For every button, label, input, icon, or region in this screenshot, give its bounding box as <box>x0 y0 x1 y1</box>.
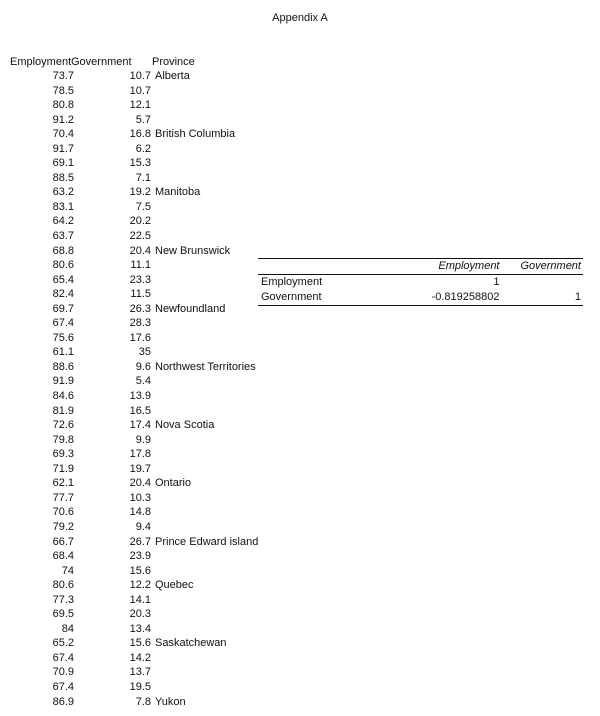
cell-province <box>151 171 155 186</box>
cell-government: 15.6 <box>129 637 151 650</box>
cell-province <box>151 491 155 506</box>
cell-province <box>151 505 155 520</box>
table-row <box>10 345 258 360</box>
table-row <box>10 171 258 186</box>
cell-province: Manitoba <box>155 186 201 199</box>
header-government: Government <box>71 56 132 68</box>
cell-province <box>151 229 155 244</box>
correlation-header-blank <box>258 259 380 274</box>
table-row <box>10 607 258 622</box>
cell-government: 23.9 <box>129 550 151 563</box>
cell-government: 17.6 <box>129 331 151 344</box>
cell-employment: 80.6 <box>52 259 74 272</box>
cell-province <box>151 156 155 171</box>
cell-government: 20.2 <box>129 215 151 228</box>
cell-province <box>151 331 155 346</box>
cell-province <box>151 404 155 419</box>
cell-employment: 69.3 <box>52 448 74 461</box>
cell-province <box>151 622 155 637</box>
cell-government: 13.7 <box>129 666 151 679</box>
cell-province <box>151 214 155 229</box>
table-row <box>10 665 258 680</box>
cell-province <box>151 651 155 666</box>
cell-province: Prince Edward island <box>155 535 259 548</box>
cell-employment: 70.4 <box>52 128 74 141</box>
cell-province: Ontario <box>155 477 192 490</box>
table-row <box>10 69 258 84</box>
cell-province: New Brunswick <box>155 244 231 257</box>
cell-employment: 77.7 <box>52 491 74 504</box>
correlation-value: 1 <box>493 276 500 288</box>
table-row <box>10 127 258 142</box>
cell-province: Quebec <box>155 579 194 592</box>
cell-employment: 66.7 <box>52 535 74 548</box>
cell-employment: 80.6 <box>52 579 74 592</box>
cell-employment: 69.5 <box>52 608 74 621</box>
cell-employment: 63.2 <box>52 186 74 199</box>
cell-government: 20.3 <box>129 608 151 621</box>
table-row <box>10 433 258 448</box>
cell-employment: 74 <box>61 564 74 577</box>
cell-province <box>151 345 155 360</box>
cell-government: 5.4 <box>135 375 151 388</box>
cell-province <box>151 258 155 273</box>
cell-employment: 68.4 <box>52 550 74 563</box>
cell-province: Alberta <box>155 70 190 82</box>
table-row <box>10 302 258 317</box>
correlation-row-label: Government <box>261 291 322 303</box>
table-row <box>10 447 258 462</box>
cell-employment: 70.9 <box>52 666 74 679</box>
correlation-header-employment: Employment <box>438 260 500 272</box>
table-row <box>10 156 258 171</box>
cell-employment: 78.5 <box>52 84 74 97</box>
cell-province <box>151 287 155 302</box>
cell-government: 14.1 <box>129 593 151 606</box>
cell-employment: 70.6 <box>52 506 74 519</box>
cell-government: 17.8 <box>129 448 151 461</box>
cell-government: 35 <box>138 346 151 359</box>
cell-government: 10.3 <box>129 491 151 504</box>
cell-province: British Columbia <box>155 128 236 141</box>
cell-employment: 72.6 <box>52 419 74 432</box>
cell-employment: 82.4 <box>52 288 74 301</box>
table-row <box>10 505 258 520</box>
cell-employment: 68.8 <box>52 244 74 257</box>
table-row <box>10 273 258 288</box>
cell-employment: 65.4 <box>52 273 74 286</box>
cell-government: 26.7 <box>129 535 151 548</box>
cell-province <box>151 462 155 477</box>
table-row <box>10 520 258 535</box>
header-province: Province <box>152 56 195 68</box>
cell-government: 12.2 <box>129 579 151 592</box>
cell-government: 7.8 <box>135 695 151 708</box>
cell-government: 22.5 <box>129 230 151 243</box>
cell-government: 14.8 <box>129 506 151 519</box>
table-row <box>10 331 258 346</box>
correlation-table <box>258 258 583 306</box>
cell-government: 10.7 <box>129 84 151 97</box>
cell-province: Newfoundland <box>155 302 226 315</box>
cell-employment: 80.8 <box>52 99 74 112</box>
table-row <box>10 695 258 710</box>
cell-government: 13.9 <box>129 390 151 403</box>
cell-employment: 64.2 <box>52 215 74 228</box>
cell-province: Northwest Territories <box>155 360 256 373</box>
cell-government: 10.7 <box>129 70 151 82</box>
cell-government: 7.5 <box>135 200 151 213</box>
cell-province <box>151 520 155 535</box>
cell-employment: 83.1 <box>52 200 74 213</box>
cell-employment: 84.6 <box>52 390 74 403</box>
cell-province <box>151 316 155 331</box>
table-row <box>10 389 258 404</box>
cell-employment: 73.7 <box>52 70 74 82</box>
header-employment: Employment <box>10 56 72 68</box>
table-row <box>10 476 258 491</box>
table-row <box>10 360 258 375</box>
cell-province <box>151 447 155 462</box>
cell-province <box>151 433 155 448</box>
cell-province <box>151 549 155 564</box>
cell-government: 19.2 <box>129 186 151 199</box>
cell-employment: 61.1 <box>52 346 74 359</box>
table-row <box>10 258 258 273</box>
table-row <box>10 404 258 419</box>
table-row <box>10 185 258 200</box>
data-table <box>10 55 258 709</box>
cell-province <box>151 607 155 622</box>
table-row <box>10 549 258 564</box>
cell-province <box>151 98 155 113</box>
cell-province <box>151 680 155 695</box>
correlation-header-government: Government <box>520 260 581 272</box>
cell-employment: 62.1 <box>52 477 74 490</box>
table-row <box>10 113 258 128</box>
cell-employment: 67.4 <box>52 317 74 330</box>
cell-employment: 81.9 <box>52 404 74 417</box>
cell-employment: 63.7 <box>52 230 74 243</box>
cell-government: 5.7 <box>135 113 151 126</box>
cell-government: 20.4 <box>129 477 151 490</box>
cell-employment: 79.8 <box>52 433 74 446</box>
table-row <box>10 244 258 259</box>
correlation-row-label: Employment <box>261 276 323 288</box>
table-row <box>10 564 258 579</box>
cell-government: 20.4 <box>129 244 151 257</box>
table-row <box>10 214 258 229</box>
cell-employment: 65.2 <box>52 637 74 650</box>
cell-province <box>151 113 155 128</box>
table-row <box>10 578 258 593</box>
table-row <box>10 142 258 157</box>
cell-province <box>151 389 155 404</box>
cell-government: 16.8 <box>129 128 151 141</box>
cell-province <box>151 374 155 389</box>
cell-employment: 79.2 <box>52 520 74 533</box>
cell-government: 11.5 <box>130 288 151 301</box>
cell-employment: 88.5 <box>52 171 74 184</box>
table-row <box>10 535 258 550</box>
cell-government: 16.5 <box>129 404 151 417</box>
cell-employment: 71.9 <box>52 462 74 475</box>
cell-employment: 77.3 <box>52 593 74 606</box>
cell-government: 26.3 <box>129 302 151 315</box>
cell-government: 15.3 <box>129 157 151 170</box>
correlation-value: 1 <box>574 291 581 303</box>
cell-employment: 75.6 <box>52 331 74 344</box>
cell-employment: 88.6 <box>52 360 74 373</box>
table-row <box>10 316 258 331</box>
table-row <box>10 200 258 215</box>
cell-employment: 91.9 <box>52 375 74 388</box>
cell-employment: 86.9 <box>52 695 74 708</box>
cell-province: Nova Scotia <box>155 419 215 432</box>
cell-province: Saskatchewan <box>155 637 227 650</box>
data-table-header <box>10 55 258 69</box>
table-row <box>10 418 258 433</box>
cell-government: 7.1 <box>135 171 151 184</box>
cell-employment: 67.4 <box>52 651 74 664</box>
cell-government: 19.5 <box>129 680 151 693</box>
page-title: Appendix A <box>272 12 328 24</box>
cell-province: Yukon <box>155 695 186 708</box>
correlation-value: -0.819258802 <box>431 291 500 303</box>
cell-employment: 69.7 <box>52 302 74 315</box>
table-row <box>10 636 258 651</box>
table-row <box>10 622 258 637</box>
table-row <box>10 491 258 506</box>
cell-government: 17.4 <box>129 419 151 432</box>
cell-government: 28.3 <box>129 317 151 330</box>
cell-province <box>151 84 155 99</box>
table-row <box>10 374 258 389</box>
cell-government: 23.3 <box>129 273 151 286</box>
correlation-row-employment <box>258 275 583 290</box>
table-row <box>10 287 258 302</box>
table-row <box>10 462 258 477</box>
cell-employment: 69.1 <box>52 157 74 170</box>
table-row <box>10 84 258 99</box>
cell-employment: 91.2 <box>52 113 74 126</box>
table-row <box>10 229 258 244</box>
cell-government: 6.2 <box>135 142 151 155</box>
cell-employment: 91.7 <box>52 142 74 155</box>
cell-government: 14.2 <box>129 651 151 664</box>
cell-province <box>151 564 155 579</box>
correlation-row-government <box>258 290 583 306</box>
cell-government: 15.6 <box>129 564 151 577</box>
cell-government: 9.6 <box>135 360 151 373</box>
cell-province <box>151 273 155 288</box>
cell-province <box>151 665 155 680</box>
cell-province <box>151 200 155 215</box>
table-row <box>10 651 258 666</box>
table-row <box>10 593 258 608</box>
cell-government: 13.4 <box>129 622 151 635</box>
cell-government: 12.1 <box>129 99 151 112</box>
cell-province <box>151 593 155 608</box>
data-table-body <box>10 69 258 709</box>
cell-government: 9.4 <box>135 520 151 533</box>
cell-government: 11.1 <box>130 259 151 272</box>
cell-province <box>151 142 155 157</box>
cell-employment: 84 <box>61 622 74 635</box>
cell-employment: 67.4 <box>52 680 74 693</box>
table-row <box>10 98 258 113</box>
cell-government: 9.9 <box>135 433 151 446</box>
table-row <box>10 680 258 695</box>
correlation-value <box>500 275 583 290</box>
cell-government: 19.7 <box>129 462 151 475</box>
correlation-header-row <box>258 258 583 275</box>
